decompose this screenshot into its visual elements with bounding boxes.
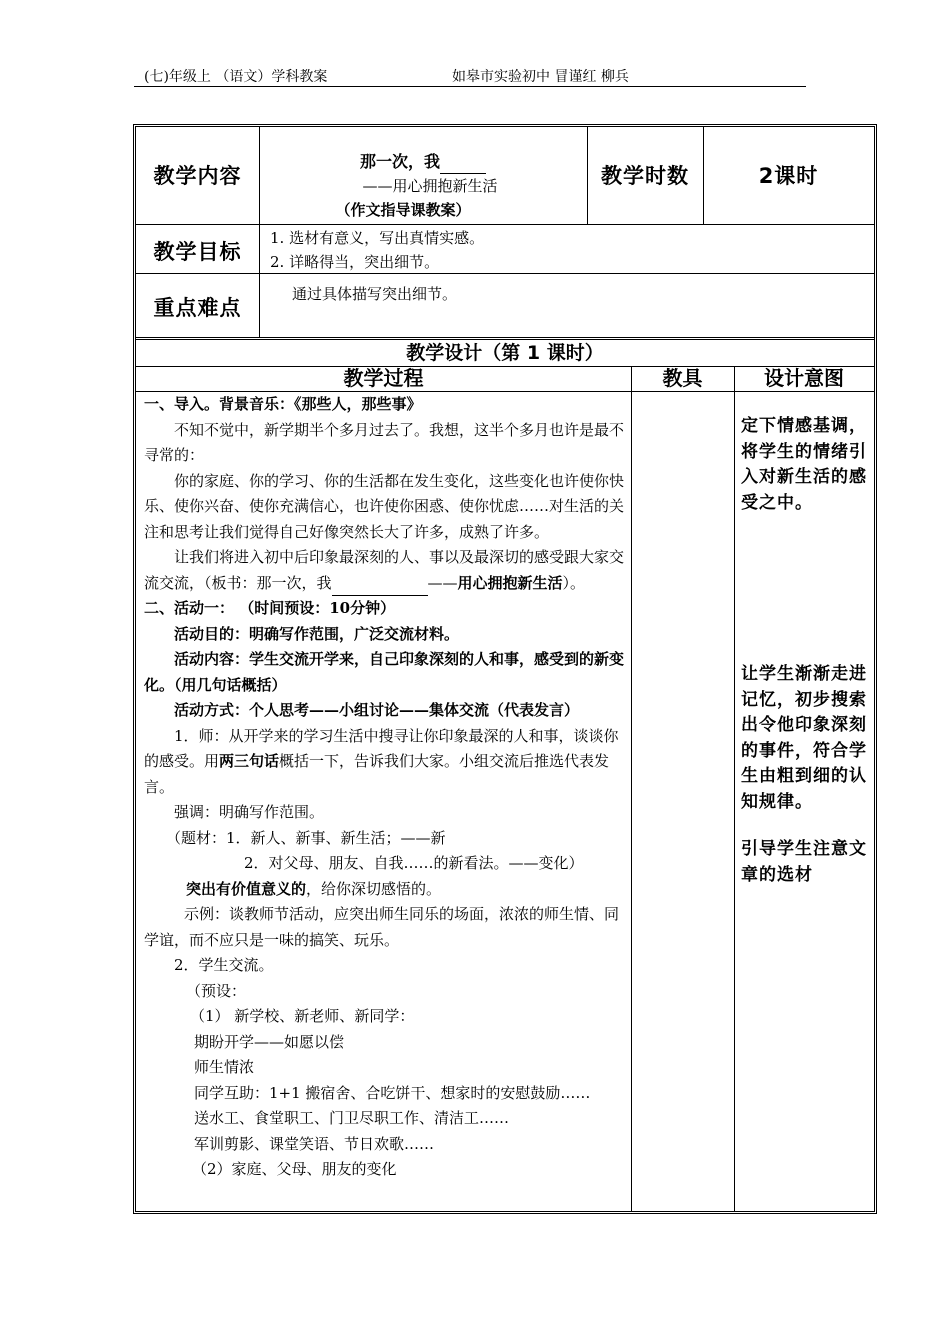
content-label: 教学内容 — [153, 164, 242, 188]
paragraph: 突出有价值意义的，给你深切感悟的。 — [186, 879, 442, 898]
col-process: 教学过程 — [343, 366, 424, 390]
hours-label: 教学时数 — [601, 164, 689, 188]
section-intro-title: 一、导入。背景音乐：《那些人，那些事》 — [144, 395, 422, 413]
activity-method: 活动方式：个人思考——小组讨论——集体交流（代表发言） — [174, 701, 580, 719]
example-text: 示例：谈教师节活动，应突出师生同乐的场面，浓浓的师生情、同学谊，而不应只是一味的搞笑、玩乐。 — [144, 905, 620, 949]
emphasis-line: 强调：明确写作范围。 — [174, 803, 325, 821]
activity-aim: 活动目的：明确写作范围，广泛交流材料。 — [174, 624, 460, 643]
process-body — [144, 392, 626, 1183]
page-header — [134, 64, 806, 87]
lesson-title-cell — [259, 150, 587, 222]
goals-label: 教学目标 — [153, 240, 242, 264]
goals-list — [270, 226, 870, 274]
paragraph: 1．师：从开学来的学习生活中搜寻让你印象最深的人和事，谈谈你的感受。用两三句话概括一下，告诉我们大家。小组交流后推选代表发言。 — [144, 726, 619, 796]
preset-detail: 送水工、食堂职工、门卫尽职工作、清洁工…… — [194, 1109, 510, 1127]
col-tools: 教具 — [662, 366, 703, 390]
intent-note: 让学生渐渐走进记忆，初步搜索出令他印象深刻的事件，符合学生由粗到细的认知规律。 — [741, 664, 867, 812]
difficulty-label: 重点难点 — [153, 296, 242, 320]
title-blank — [440, 155, 486, 174]
paragraph: 让我们将进入初中后印象最深刻的人、事以及最深切的感受跟大家交流交流，（板书：那一次，我 ——用心拥抱新生活）。 — [144, 545, 626, 596]
preset-detail: 师生情浓 — [194, 1058, 255, 1076]
paragraph: 你的家庭、你的学习、你的生活都在发生变化，这些变化也许使你快乐、使你兴奋、使你充满信心，也许使你困惑、使你忧虑……对生活的关注和思考让我们觉得自己好像突然长大了许多，成熟了许多。 — [144, 471, 625, 541]
intent-note: 引导学生注意文章的选材 — [741, 839, 867, 885]
preset-detail: 期盼开学——如愿以偿 — [194, 1032, 345, 1051]
header-course: (七)年级上 （语文）学科教案 — [144, 69, 328, 85]
lesson-note: （作文指导课教案） — [335, 201, 471, 219]
preset-detail: 同学互助：1+1 搬宿舍、合吃饼干、想家时的安慰鼓励…… — [194, 1083, 591, 1102]
paragraph: 不知不觉中，新学期半个多月过去了。我想，这半个多月也许是最不寻常的： — [144, 420, 625, 464]
col-intent: 设计意图 — [764, 366, 844, 390]
goal-item: 1. 选材有意义，写出真情实感。 — [270, 229, 485, 247]
grid-line — [734, 366, 735, 1212]
goal-item: 2. 详略得当，突出细节。 — [270, 253, 440, 271]
grid-line — [631, 366, 632, 1212]
design-title: 教学设计（第 1 课时） — [406, 342, 604, 364]
hours-value: 2课时 — [758, 164, 819, 188]
lesson-subtitle: ——用心拥抱新生活 — [362, 177, 498, 195]
preset-line: （预设： — [186, 981, 247, 1000]
topic-line: （题材：1．新人、新事、新生活；——新 — [166, 828, 446, 847]
activity-content: 活动内容：学生交流开学来，自己印象深刻的人和事，感受到的新变化。（用几句话概括） — [144, 650, 625, 694]
preset-item: （1） 新学校、新老师、新同学： — [190, 1007, 415, 1025]
preset-item: （2）家庭、父母、朋友的变化 — [192, 1160, 397, 1178]
preset-detail: 军训剪影、课堂笑语、节日欢歌…… — [194, 1134, 435, 1153]
step-line: 2．学生交流。 — [174, 956, 274, 974]
header-school-authors: 如皋市实验初中 冒谨红 柳兵 — [452, 69, 629, 85]
topic-line: 2．对父母、朋友、自我……的新看法。——变化） — [244, 854, 584, 872]
section-activity-title: 二、活动一： （时间预设：10分钟） — [144, 599, 396, 617]
intent-note: 定下情感基调，将学生的情绪引入对新生活的感受之中。 — [741, 416, 867, 513]
grid-line — [136, 224, 874, 225]
lesson-title: 那一次，我 — [359, 152, 440, 171]
difficulty-text: 通过具体描写突出细节。 — [292, 285, 458, 303]
